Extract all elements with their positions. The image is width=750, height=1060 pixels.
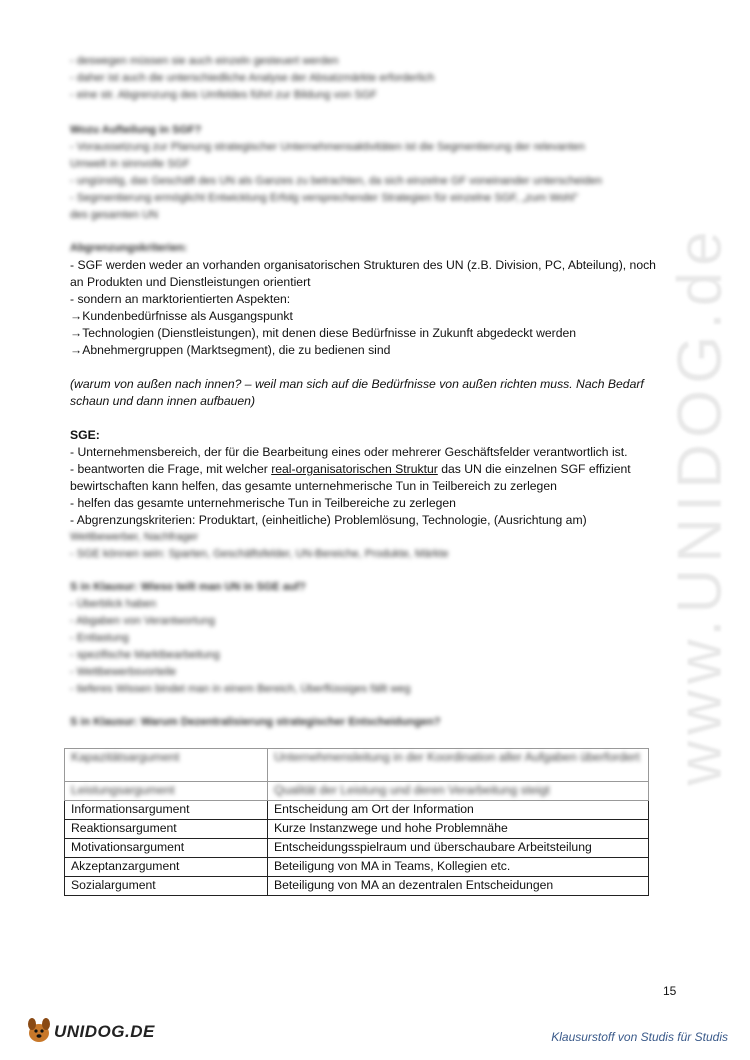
text-line: - Unternehmensbereich, der für die Bearbeitung eines oder mehrerer Geschäftsfelder verantwortlich ist.: [70, 445, 628, 459]
footer-tagline: Klausurstoff von Studis für Studis: [551, 1030, 728, 1044]
text-span: - beantworten die Frage, mit welcher: [70, 462, 272, 476]
logo-text: UNIDOG.DE: [54, 1022, 155, 1041]
arguments-table: [64, 748, 649, 896]
watermark: [640, 224, 750, 786]
section-heading: S in Klausur: Warum Dezentralisierung strategischer Entscheidungen?: [70, 716, 441, 728]
arrow-line: →Technologien (Dienstleistungen), mit denen diese Bedürfnisse in Zukunft abgedeckt werden: [70, 326, 577, 340]
watermark-text: www.UNIDOG.de: [665, 224, 735, 786]
blurred-line: Wettbewerber, Nachfrager: [70, 531, 199, 543]
table-cell: Reaktionsargument: [65, 820, 268, 839]
table-cell: Informationsargument: [65, 801, 268, 820]
blurred-line: - Voraussetzung zur Planung strategischer Unternehmensaktivitäten ist die Segmentierung der relevanten: [70, 141, 585, 153]
page-number: 15: [663, 984, 677, 998]
underlined-term: real-organisatorischen Struktur: [271, 462, 438, 476]
blurred-line: - Entlastung: [70, 632, 129, 644]
table-row: [65, 877, 649, 896]
arrow-line: →Kundenbedürfnisse als Ausgangspunkt: [70, 309, 293, 323]
section-heading: Abgrenzungskriterien:: [70, 242, 188, 254]
table-cell: Entscheidung am Ort der Information: [268, 801, 649, 820]
table-cell: Beteiligung von MA in Teams, Kollegien etc.: [268, 858, 649, 877]
text-line: - SGF werden weder an vorhanden organisatorischen Strukturen des UN (z.B. Division, PC, Abteilung), noch: [70, 258, 656, 272]
table-cell: Sozialargument: [65, 877, 268, 896]
table-cell: Beteiligung von MA an dezentralen Entscheidungen: [268, 877, 649, 896]
blurred-line: - Wettbewerbsvorteile: [70, 666, 177, 678]
table-row: [65, 782, 649, 801]
blurred-line: Umwelt in sinnvolle SGF: [70, 158, 190, 170]
table-cell: Kapazitätsargument: [65, 749, 268, 782]
section-heading: S in Klausur: Wieso teilt man UN in SGE auf?: [70, 581, 306, 593]
text-span: das UN die einzelnen SGF effizient: [437, 462, 631, 476]
text-line: bewirtschaften kann helfen, das gesamte unternehmerische Tun in Teilbereich zu zerlegen: [70, 479, 557, 493]
table-cell: Qualität der Leistung und deren Verarbeitung steigt: [268, 782, 649, 801]
blurred-line: - ungünstig, das Geschäft des UN als Ganzes zu betrachten, da sich einzelne GF voneinander unterscheiden: [70, 175, 602, 187]
text-line: an Produkten und Dienstleistungen orientiert: [70, 275, 311, 289]
blurred-line: - Abgaben von Verantwortung: [70, 615, 215, 627]
table-row: [65, 839, 649, 858]
table-cell: Unternehmensleitung in der Koordination aller Aufgaben überfordert: [268, 749, 649, 782]
dog-icon: [24, 1015, 54, 1045]
table-row: [65, 801, 649, 820]
italic-note: (warum von außen nach innen? – weil man sich auf die Bedürfnisse von außen richten muss. Nach Bedarf: [70, 377, 644, 391]
blurred-line: - spezifische Marktbearbeitung: [70, 649, 220, 661]
blurred-line: - Überblick haben: [70, 598, 157, 610]
table-row: [65, 858, 649, 877]
arrow-line: →Abnehmergruppen (Marktsegment), die zu bedienen sind: [70, 343, 391, 357]
table-cell: Kurze Instanzwege und hohe Problemnähe: [268, 820, 649, 839]
blurred-line: - Segmentierung ermöglicht Entwicklung Erfolg versprechender Strategien für einzelne SGF, „zum Wohl": [70, 192, 579, 204]
text-line: [70, 462, 631, 477]
blurred-line: - eine str. Abgrenzung des Umfeldes führt zur Bildung von SGF: [70, 89, 377, 101]
blurred-line: - SGE können sein: Sparten, Geschäftsfelder, UN-Bereiche, Produkte, Märkte: [70, 548, 449, 560]
table-cell: Motivationsargument: [65, 839, 268, 858]
table-row: [65, 749, 649, 782]
sge-heading: SGE:: [70, 428, 100, 442]
table-cell: Leistungsargument: [65, 782, 268, 801]
table-cell: Entscheidungsspielraum und überschaubare Arbeitsteilung: [268, 839, 649, 858]
blurred-line: - daher ist auch die unterschiedliche Analyse der Absatzmärkte erforderlich: [70, 72, 435, 84]
italic-note: schaun und dann innen aufbauen): [70, 394, 256, 408]
blurred-line: des gesamten UN: [70, 209, 159, 221]
blurred-line: - tieferes Wissen bindet man in einem Bereich, Überflüssiges fällt weg: [70, 683, 411, 695]
text-line: - Abgrenzungskriterien: Produktart, (einheitliche) Problemlösung, Technologie, (Ausrichtung am): [70, 513, 587, 527]
text-line: - helfen das gesamte unternehmerische Tun in Teilbereiche zu zerlegen: [70, 496, 456, 510]
table-cell: Akzeptanzargument: [65, 858, 268, 877]
section-heading: Wozu Aufteilung in SGF?: [70, 124, 202, 136]
unidog-logo[interactable]: [24, 1015, 154, 1045]
table-row: [65, 820, 649, 839]
blurred-line: - deswegen müssen sie auch einzeln gesteuert werden: [70, 55, 339, 67]
text-line: - sondern an marktorientierten Aspekten:: [70, 292, 291, 306]
